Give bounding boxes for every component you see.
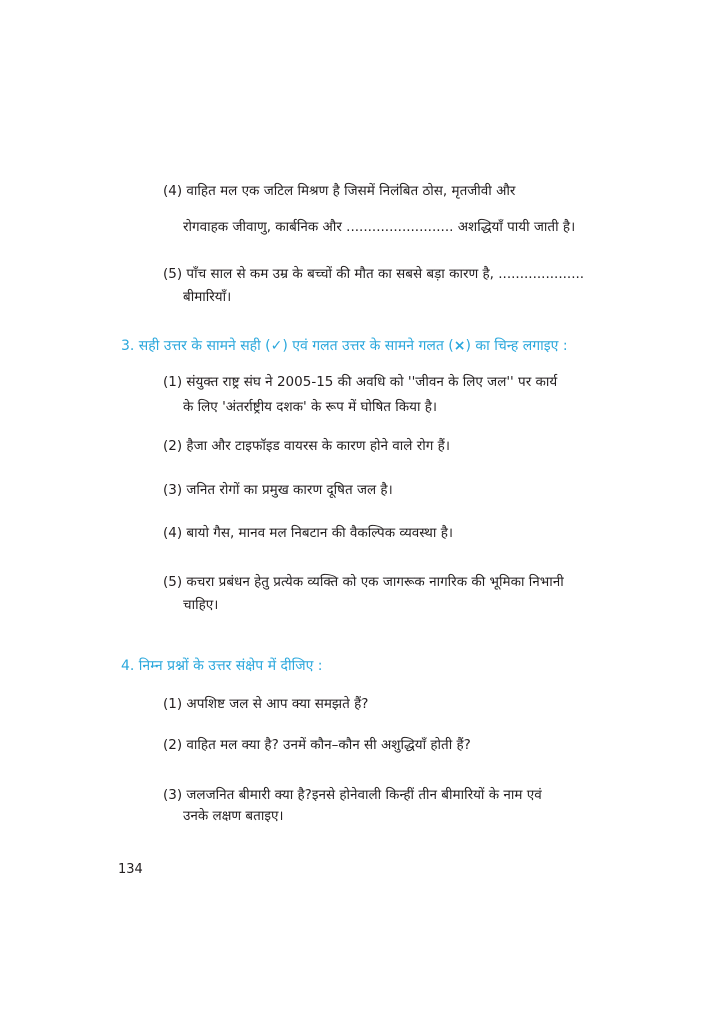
s3-item5-line2: चाहिए। (183, 597, 219, 613)
tick-icon: ✓ (270, 338, 283, 354)
section3-heading-part1: 3. सही उत्तर के सामने सही ( (121, 338, 271, 354)
s4-item2: (2) वाहित मल क्या है? उनमें कौन–कौन सी अशुद्धियाँ होती हैं? (163, 737, 471, 753)
section3-heading-part3: ) का चिन्ह लगाइए : (465, 338, 568, 354)
s3-item3: (3) जनित रोगों का प्रमुख कारण दूषित जल है। (163, 482, 393, 498)
section4-heading: 4. निम्न प्रश्नों के उत्तर संक्षेप में दीजिए : (121, 658, 323, 674)
s4-item3-line1: (3) जलजनित बीमारी क्या है?इनसे होनेवाली किन्हीं तीन बीमारियों के नाम एवं (163, 787, 542, 803)
s3-item1-line1: (1) संयुक्त राष्ट्र संघ ने 2005-15 की अवधि को ''जीवन के लिए जल'' पर कार्य (163, 374, 558, 390)
s3-item4: (4) बायो गैस, मानव मल निबटान की वैकल्पिक व्यवस्था है। (163, 525, 453, 541)
s2-item5-line2: बीमारियाँ। (183, 289, 232, 305)
s3-item2: (2) हैजा और टाइफॉइड वायरस के कारण होने वाले रोग हैं। (163, 438, 450, 454)
s2-item4-line2: रोगवाहक जीवाणु, कार्बनिक और ......................... अशद्धियाँ पायी जाती है। (183, 219, 576, 235)
section3-heading (121, 336, 568, 356)
s2-item4-line1: (4) वाहित मल एक जटिल मिश्रण है जिसमें निलंबित ठोस, मृतजीवी और (163, 183, 516, 199)
s4-item3-line2: उनके लक्षण बताइए। (183, 808, 284, 824)
s3-item5-line1: (5) कचरा प्रबंधन हेतु प्रत्येक व्यक्ति को एक जागरूक नागरिक की भूमिका निभानी (163, 574, 564, 590)
page-number: 134 (118, 862, 143, 877)
s4-item1: (1) अपशिष्ट जल से आप क्या समझते हैं? (163, 696, 369, 712)
section3-heading-part2: ) एवं गलत उत्तर के सामने गलत ( (282, 338, 454, 354)
s3-item1-line2: के लिए 'अंतर्राष्ट्रीय दशक' के रूप में घोषित किया है। (183, 399, 438, 415)
s2-item5-line1: (5) पाँच साल से कम उम्र के बच्चों की मौत का सबसे बड़ा कारण है, .................... (163, 266, 585, 282)
cross-icon: × (453, 338, 466, 354)
